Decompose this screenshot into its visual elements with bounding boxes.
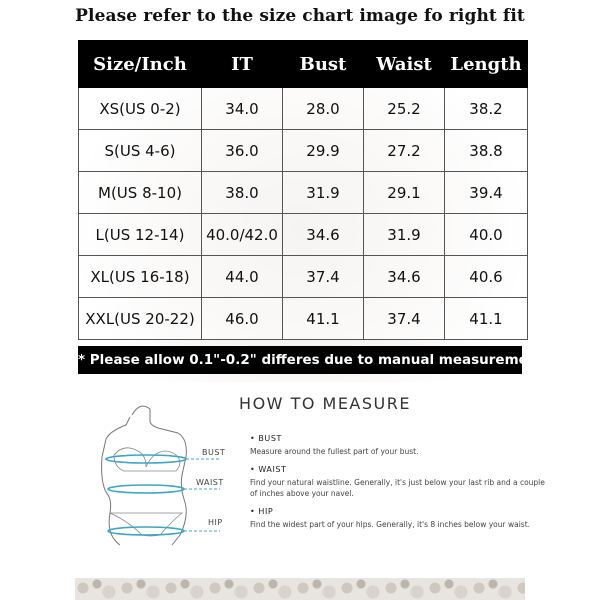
size-chart-header-row <box>79 41 528 88</box>
pebble-strip-decoration <box>75 578 525 600</box>
table-row <box>79 172 528 214</box>
it-cell: 34.0 <box>202 88 283 130</box>
bullet-icon: • <box>250 434 256 443</box>
it-cell: 36.0 <box>202 130 283 172</box>
header-bust: Bust <box>283 41 364 88</box>
bust-cell: 31.9 <box>283 172 364 214</box>
table-row <box>79 88 528 130</box>
header-waist: Waist <box>364 41 445 88</box>
length-cell: 40.0 <box>445 214 528 256</box>
it-cell: 46.0 <box>202 298 283 340</box>
bra-outline <box>114 448 180 471</box>
waist-cell: 34.6 <box>364 256 445 298</box>
size-cell: XL(US 16-18) <box>79 256 202 298</box>
measure-instructions <box>250 434 550 538</box>
measure-item-waist <box>250 465 550 499</box>
measurement-note: * Please allow 0.1"-0.2" differes due to manual measurement <box>78 346 522 374</box>
bust-cell: 37.4 <box>283 256 364 298</box>
it-cell: 44.0 <box>202 256 283 298</box>
underwear-outline <box>110 513 182 536</box>
waist-cell: 29.1 <box>364 172 445 214</box>
table-row <box>79 130 528 172</box>
header-it: IT <box>202 41 283 88</box>
table-row <box>79 298 528 340</box>
waist-cell: 31.9 <box>364 214 445 256</box>
header-length: Length <box>445 41 528 88</box>
measure-item-hip <box>250 507 550 530</box>
size-cell: XXL(US 20-22) <box>79 298 202 340</box>
bust-cell: 29.9 <box>283 130 364 172</box>
waist-guide-label: WAIST <box>196 478 224 487</box>
size-cell: L(US 12-14) <box>79 214 202 256</box>
length-cell: 38.8 <box>445 130 528 172</box>
it-cell: 40.0/42.0 <box>202 214 283 256</box>
bust-cell: 34.6 <box>283 214 364 256</box>
size-cell: M(US 8-10) <box>79 172 202 214</box>
measure-item-title: WAIST <box>258 465 287 474</box>
bullet-icon: • <box>250 465 256 474</box>
waist-guide-band <box>108 485 184 493</box>
size-cell: S(US 4-6) <box>79 130 202 172</box>
hip-guide-label: HIP <box>208 518 223 527</box>
waist-cell: 27.2 <box>364 130 445 172</box>
bust-cell: 28.0 <box>283 88 364 130</box>
body-figure-illustration <box>80 395 240 570</box>
table-row <box>79 214 528 256</box>
size-chart-table <box>78 40 528 340</box>
measure-item-bust <box>250 434 550 457</box>
bullet-icon: • <box>250 507 256 516</box>
bust-cell: 41.1 <box>283 298 364 340</box>
measure-item-title: BUST <box>258 434 283 443</box>
hip-guide-band <box>108 527 184 535</box>
length-cell: 41.1 <box>445 298 528 340</box>
header-size: Size/Inch <box>79 41 202 88</box>
measure-item-desc: Find the widest part of your hips. Generally, it's 8 inches below your waist. <box>250 520 531 529</box>
bust-guide-label: BUST <box>202 448 226 457</box>
waist-cell: 25.2 <box>364 88 445 130</box>
length-cell: 38.2 <box>445 88 528 130</box>
size-cell: XS(US 0-2) <box>79 88 202 130</box>
page-headline: Please refer to the size chart image fo right fit <box>75 6 525 26</box>
how-to-measure-title: HOW TO MEASURE <box>239 394 411 413</box>
bust-guide-band <box>106 455 186 463</box>
length-cell: 40.6 <box>445 256 528 298</box>
measure-item-desc: Find your natural waistline. Generally, it's just below your last rib and a couple of inches above your navel. <box>250 478 545 498</box>
body-outline <box>132 406 178 433</box>
length-cell: 39.4 <box>445 172 528 214</box>
table-row <box>79 256 528 298</box>
measure-item-title: HIP <box>258 507 274 516</box>
it-cell: 38.0 <box>202 172 283 214</box>
body-outline-left <box>102 417 130 545</box>
measure-item-desc: Measure around the fullest part of your bust. <box>250 447 419 456</box>
waist-cell: 37.4 <box>364 298 445 340</box>
